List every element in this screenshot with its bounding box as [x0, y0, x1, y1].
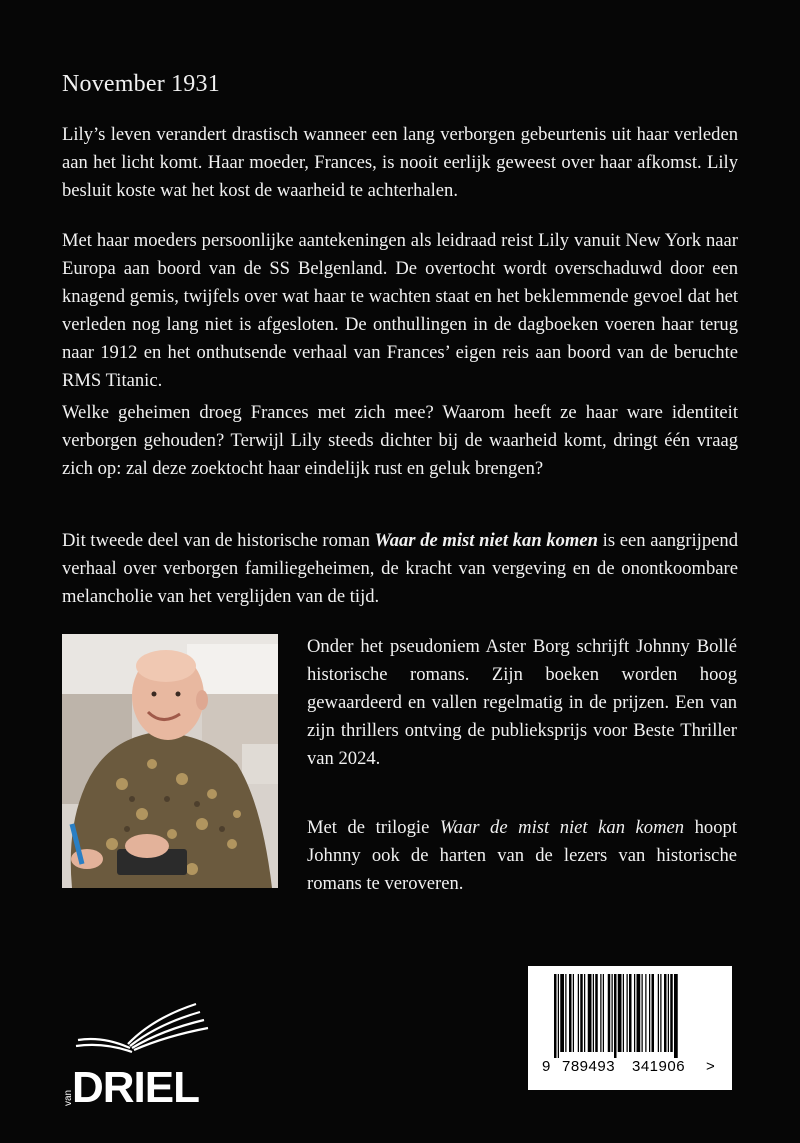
barcode-bar	[618, 974, 622, 1052]
p4-text-before: Dit tweede deel van de historische roman	[62, 530, 375, 551]
barcode-digits-left: 789493	[562, 1058, 616, 1075]
publisher-logo	[58, 1000, 228, 1110]
barcode-bar	[668, 974, 669, 1052]
blurb-paragraph-3: Welke geheimen droeg Frances met zich mee? Waarom heeft ze haar ware identiteit verborgen gehouden? Terwijl Lily steeds dichter bij de waarheid komt, dringt één vraag zich op: zal deze zoektocht haar eindelijk rust en geluk brengen?	[62, 402, 738, 479]
barcode-bar	[674, 974, 678, 1058]
barcode-bar	[637, 974, 641, 1052]
publisher-name: DRIEL	[72, 1063, 199, 1110]
barcode-bar	[664, 974, 667, 1052]
barcode-bar	[595, 974, 598, 1052]
author-photo	[62, 634, 278, 888]
barcode-bar	[614, 974, 617, 1058]
barcode-bar	[600, 974, 601, 1052]
barcode-bar	[658, 974, 659, 1052]
barcode-arrow: >	[706, 1058, 716, 1075]
blurb-paragraph-1: Lily’s leven verandert drastisch wanneer een lang verborgen gebeurtenis uit haar verleden aan het licht komt. Haar moeder, Frances, is nooit eerlijk geweest over haar afkomst. Lily besluit koste wat het kost de waarheid te achterhalen.	[62, 124, 738, 201]
barcode-bar	[558, 974, 559, 1058]
barcode-bar	[627, 974, 628, 1052]
barcode-bar	[670, 974, 673, 1052]
blurb-paragraph-4	[62, 527, 738, 611]
barcode-bar	[642, 974, 643, 1052]
barcode-bar	[569, 974, 572, 1052]
barcode-digits	[528, 1058, 732, 1078]
barcode-bar	[560, 974, 564, 1052]
author-bio-paragraph-2	[307, 814, 737, 898]
barcode-bar	[645, 974, 646, 1052]
barcode-bar	[554, 974, 557, 1058]
barcode-bar	[652, 974, 655, 1052]
barcode-digit-lead: 9	[542, 1058, 551, 1075]
barcode-bar	[584, 974, 585, 1052]
trilogy-title: Waar de mist niet kan komen	[439, 817, 685, 838]
barcode-bar	[603, 974, 604, 1052]
barcode-bar	[593, 974, 594, 1052]
publisher-prefix: van	[63, 1089, 74, 1106]
barcode-digits-right: 341906	[632, 1058, 686, 1075]
barcode-bar	[660, 974, 661, 1052]
barcode-bar	[608, 974, 611, 1052]
b2-text-before: Met de trilogie	[307, 817, 440, 838]
book-title: Waar de mist niet kan komen	[374, 530, 598, 551]
author-bio-paragraph-1: Onder het pseudoniem Aster Borg schrijft Johnny Bollé historische romans. Zijn boeken worden hoog gewaardeerd en vallen regelmatig in de prijzen. Een van zijn thrillers ontving de publieksprijs voor Beste Thriller van 2024.	[307, 636, 737, 769]
barcode-bar	[612, 974, 613, 1052]
barcode-bar	[588, 974, 592, 1052]
barcode-bar	[578, 974, 579, 1052]
barcode-bars	[528, 966, 732, 1058]
p4-text-after: is een aangrijpend verhaal over verborgen familiegeheimen, de kracht van vergeving en de onontkoombare melancholie van het verglijden van de tijd.	[62, 530, 738, 607]
blurb-paragraph-2: Met haar moeders persoonlijke aantekeningen als leidraad reist Lily vanuit New York naar Europa aan boord van de SS Belgenland. De overtocht wordt overschaduwd door een knagend gemis, twijfels over wat haar te wachten staat en het beklemmende gevoel dat het verleden nog lang niet is afgesloten. De onthullingen in de dagboeken voeren haar terug naar 1912 en het onthutsende verhaal van Frances’ eigen reis aan boord van de beruchte RMS Titanic.	[62, 230, 738, 391]
b2-text-after: hoopt Johnny ook de harten van de lezers van historische romans te veroveren.	[307, 817, 737, 894]
barcode-bar	[629, 974, 632, 1052]
barcode-bar	[580, 974, 583, 1052]
barcode-bar	[623, 974, 624, 1052]
barcode-bar	[573, 974, 574, 1052]
barcode-bar	[649, 974, 650, 1052]
barcode-bar	[565, 974, 566, 1052]
heading-date: November 1931	[62, 71, 220, 97]
barcode-bar	[634, 974, 635, 1052]
isbn-barcode	[528, 966, 732, 1090]
